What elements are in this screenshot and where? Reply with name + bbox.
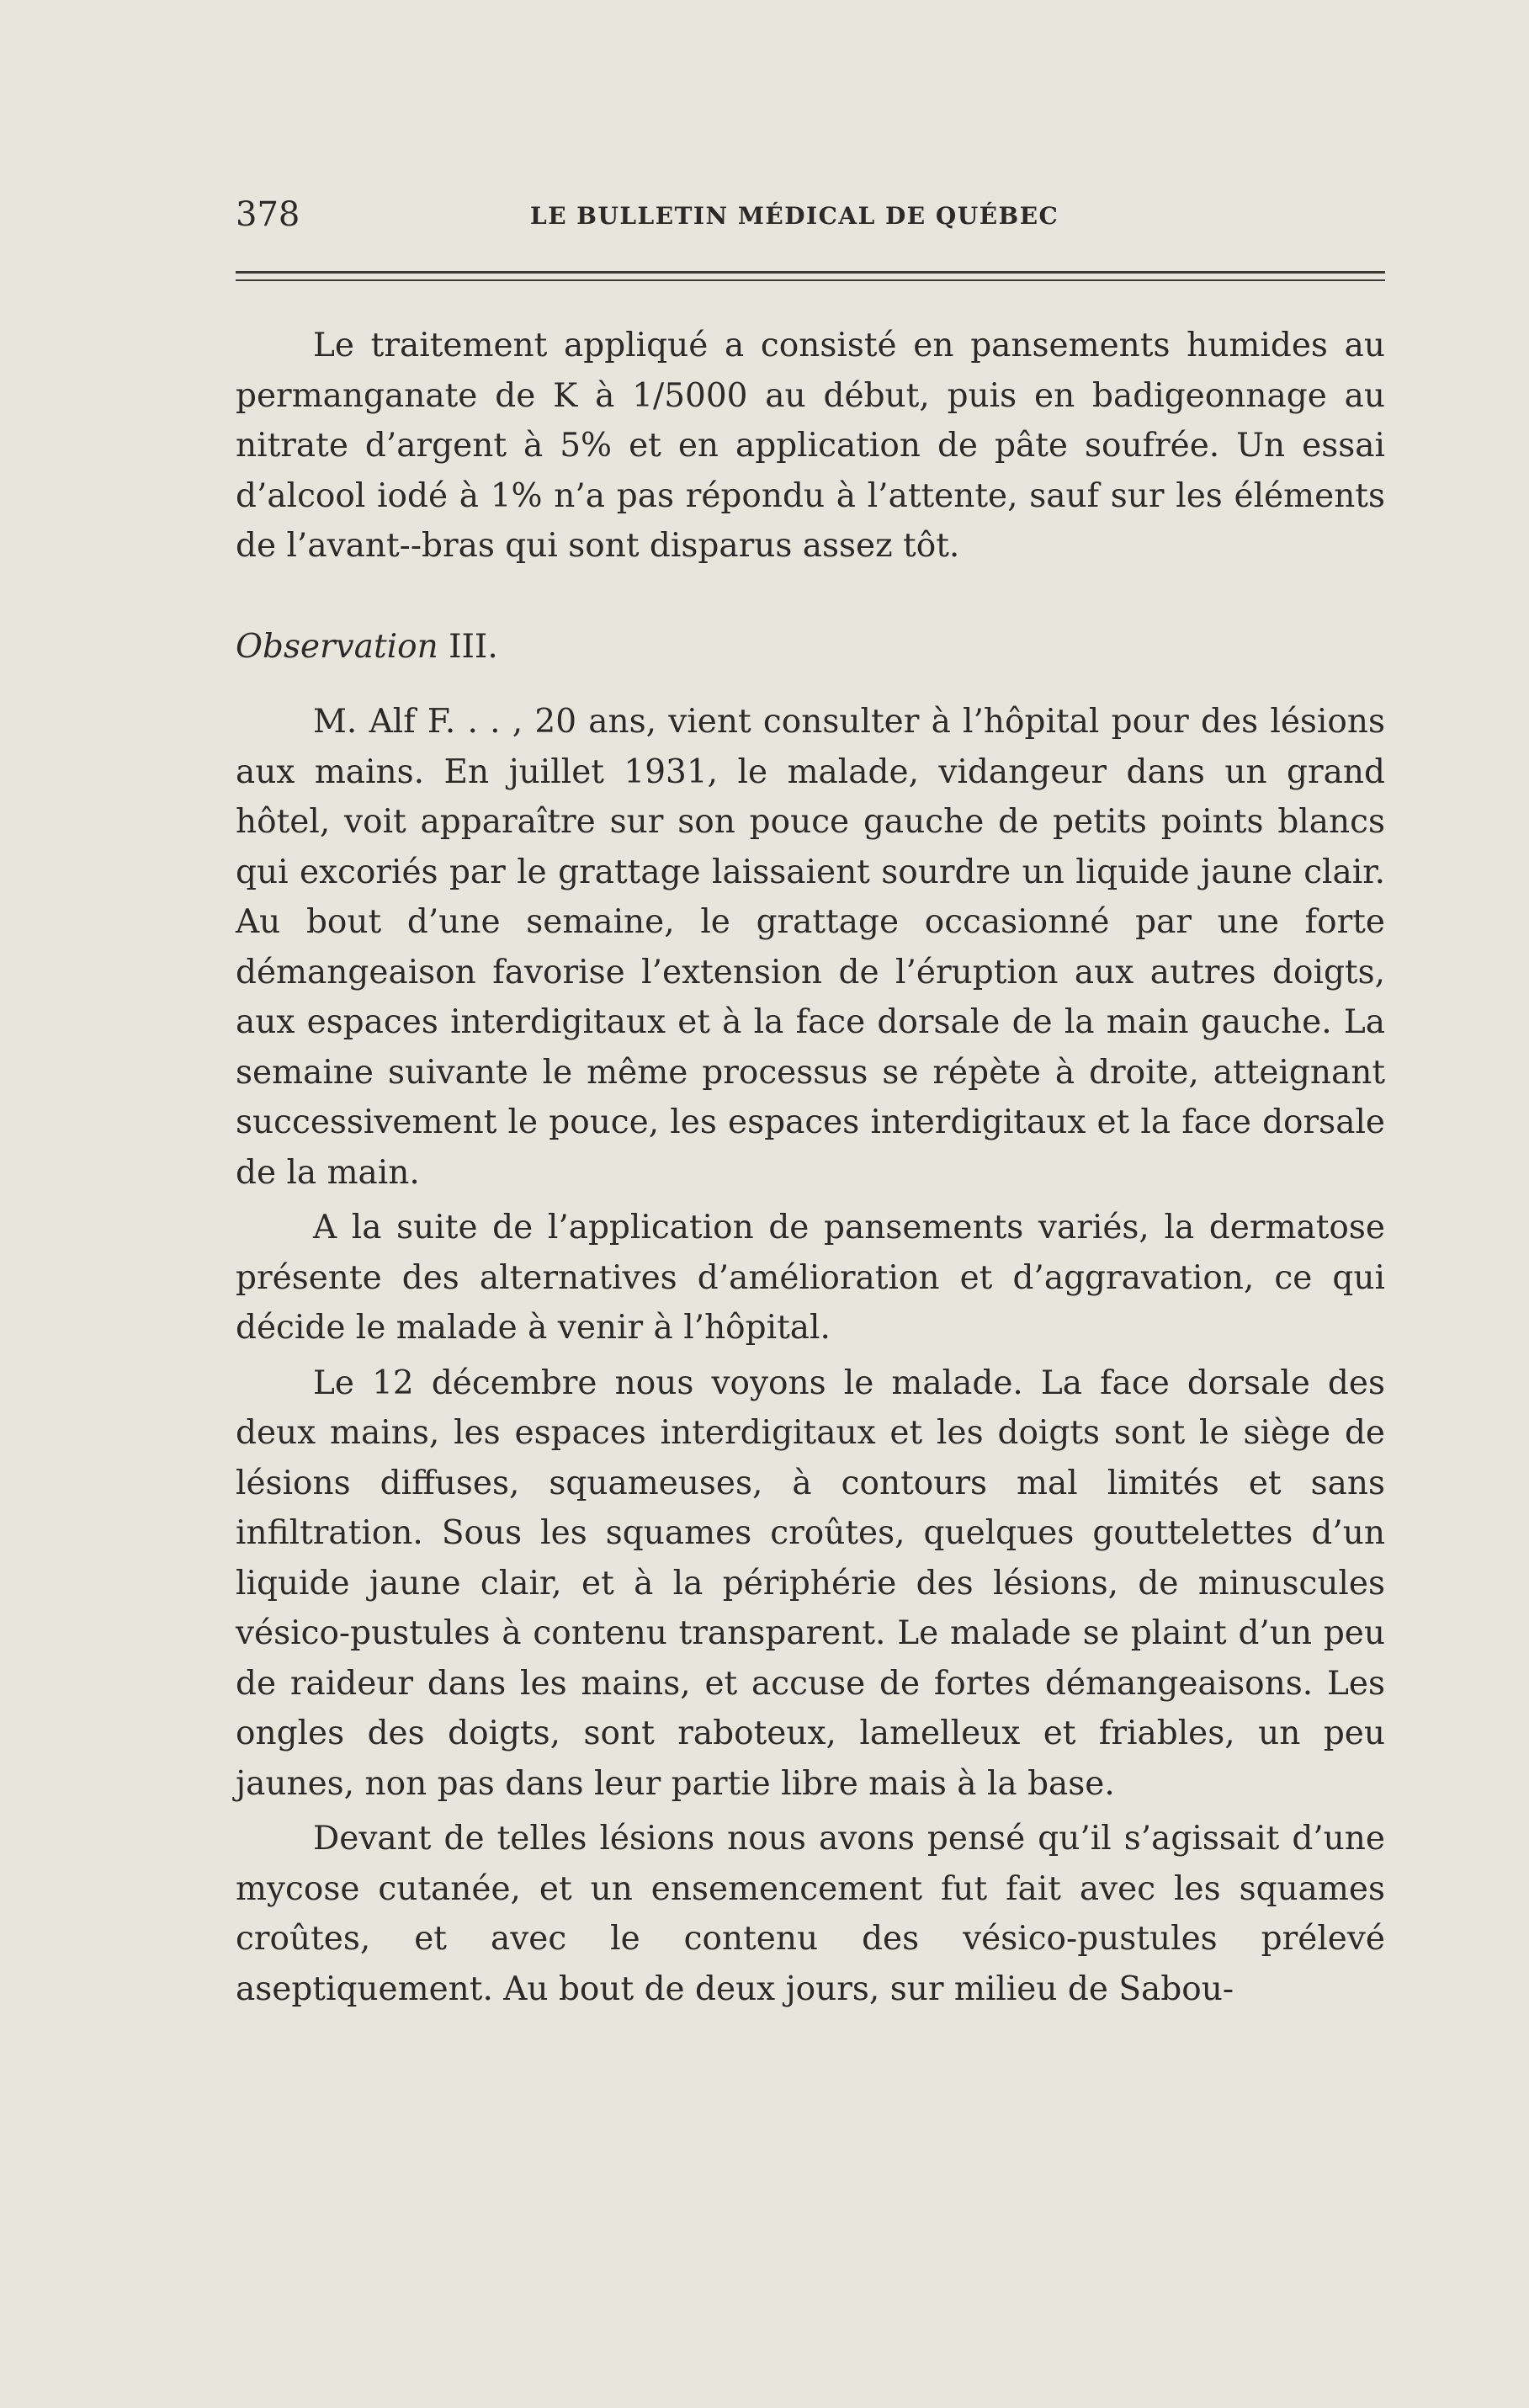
section-heading-label: Observation bbox=[236, 627, 438, 666]
paragraph: A la suite de l’application de pansements variés, la dermatose présente des alternatives d’amélioration et d’aggravation, ce qui décide le malade à venir à l’hôpital. bbox=[236, 1209, 1385, 1347]
header-rule-bottom bbox=[236, 279, 1385, 281]
page-header bbox=[236, 189, 1385, 240]
article-body bbox=[236, 321, 1385, 2014]
page-number: 378 bbox=[236, 195, 300, 234]
running-title: LE BULLETIN MÉDICAL DE QUÉBEC bbox=[530, 202, 1059, 230]
paragraph: M. Alf F. . . , 20 ans, vient consulter à l’hôpital pour des lésions aux mains. En juillet 1931, le malade, vidangeur dans un grand hôtel, voit apparaître sur son pouce gauche de petits points blancs qui excoriés par le grattage laissaient sourdre un liquide jaune clair. Au bout d’une semaine, le grattage occasionné par une forte démangeaison favorise l’extension de l’éruption aux autres doigts, aux espaces interdigitaux et à la face dorsale de la main gauche. La semaine suivante le même processus se répète à droite, atteignant successivement le pouce, les espaces interdigitaux et la face dorsale de la main. bbox=[236, 703, 1385, 1192]
paragraph: Le traitement appliqué a consisté en pansements humides au permanganate de K à 1/5000 au début, puis en badigeonnage au nitrate d’argent à 5% et en application de pâte soufrée. Un essai d’alcool iodé à 1% n’a pas répondu à l’attente, sauf sur les éléments de l’avant--bras qui sont disparus assez tôt. bbox=[236, 327, 1385, 565]
paragraph: Devant de telles lésions nous avons pensé qu’il s’agissait d’une mycose cutanée, et un ensemencement fut fait avec les squames croûtes, et avec le contenu des vésico-pustules prélevé aseptiquement. Au bout de deux jours, sur milieu de Sabou- bbox=[236, 1820, 1385, 2008]
section-heading-numeral: III. bbox=[449, 627, 498, 666]
section-heading bbox=[236, 622, 1385, 672]
header-rule-top bbox=[236, 271, 1385, 274]
paragraph: Le 12 décembre nous voyons le malade. La face dorsale des deux mains, les espaces interdigitaux et les doigts sont le siège de lésions diffuses, squameuses, à contours mal limités et sans infiltration. Sous les squames croûtes, quelques gouttelettes d’un liquide jaune clair, et à la périphérie des lésions, de minuscules vésico-pustules à contenu transparent. Le malade se plaint d’un peu de raideur dans les mains, et accuse de fortes démangeaisons. Les ongles des doigts, sont raboteux, lamelleux et friables, un peu jaunes, non pas dans leur partie libre mais à la base. bbox=[236, 1363, 1385, 1803]
